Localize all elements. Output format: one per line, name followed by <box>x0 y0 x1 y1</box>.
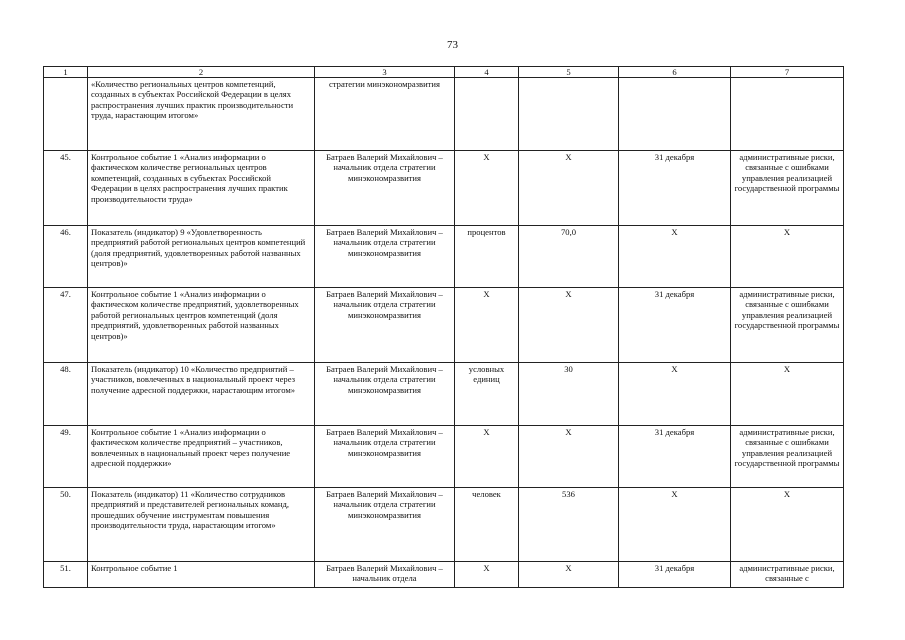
row-risk: административные риски, связанные с ошибками управления реализацией государственной программы <box>731 426 844 488</box>
table-row <box>44 226 844 288</box>
row-value: X <box>519 151 619 226</box>
table-row <box>44 288 844 363</box>
column-number-row <box>44 67 844 78</box>
row-risk: X <box>731 488 844 562</box>
row-unit: человек <box>455 488 519 562</box>
row-date: X <box>619 488 731 562</box>
table-row <box>44 151 844 226</box>
row-name: Показатель (индикатор) 9 «Удовлетворенность предприятий работой региональных центров компетенций (доля предприятий, удовлетворенных работой названных центров)» <box>88 226 315 288</box>
column-number: 1 <box>44 67 88 78</box>
row-unit <box>455 78 519 151</box>
row-name: «Количество региональных центров компетенций, созданных в субъектах Российской Федерации в целях распространения лучших практик производительности труда, нарастающим итогом» <box>88 78 315 151</box>
row-number: 48. <box>44 363 88 426</box>
row-responsible: стратегии минэкономразвития <box>315 78 455 151</box>
row-number: 51. <box>44 562 88 588</box>
row-unit: X <box>455 288 519 363</box>
row-date: 31 декабря <box>619 426 731 488</box>
row-number: 47. <box>44 288 88 363</box>
row-date: 31 декабря <box>619 151 731 226</box>
row-number: 46. <box>44 226 88 288</box>
indicators-table <box>43 66 844 588</box>
row-unit: X <box>455 151 519 226</box>
row-value: 536 <box>519 488 619 562</box>
row-number: 50. <box>44 488 88 562</box>
row-date <box>619 78 731 151</box>
page-number: 73 <box>447 39 458 51</box>
row-risk <box>731 78 844 151</box>
row-number <box>44 78 88 151</box>
row-responsible: Батраев Валерий Михайлович – начальник отдела стратегии минэкономразвития <box>315 288 455 363</box>
table-row <box>44 562 844 588</box>
row-value: 30 <box>519 363 619 426</box>
row-unit: условных единиц <box>455 363 519 426</box>
row-risk: административные риски, связанные с ошибками управления реализацией государственной программы <box>731 151 844 226</box>
column-number: 4 <box>455 67 519 78</box>
row-responsible: Батраев Валерий Михайлович – начальник отдела стратегии минэкономразвития <box>315 488 455 562</box>
row-name: Контрольное событие 1 «Анализ информации о фактическом количестве предприятий – участников, вовлеченных в национальный проект через получение адресной поддержки» <box>88 426 315 488</box>
column-number: 7 <box>731 67 844 78</box>
row-value: X <box>519 288 619 363</box>
column-number: 6 <box>619 67 731 78</box>
row-unit: X <box>455 426 519 488</box>
table-row <box>44 488 844 562</box>
row-name: Показатель (индикатор) 11 «Количество сотрудников предприятий и представителей региональных команд, прошедших обучение инструментам повышения производительности труда, нарастающим итогом» <box>88 488 315 562</box>
table-row <box>44 426 844 488</box>
row-risk: административные риски, связанные с <box>731 562 844 588</box>
row-name: Контрольное событие 1 «Анализ информации о фактическом количестве региональных центров компетенций, созданных в субъектах Российской Федерации в целях распространения лучших практик производительности труда» <box>88 151 315 226</box>
row-value <box>519 78 619 151</box>
table-row <box>44 78 844 151</box>
table-row <box>44 363 844 426</box>
column-number: 3 <box>315 67 455 78</box>
row-date: X <box>619 363 731 426</box>
row-risk: X <box>731 363 844 426</box>
row-name: Контрольное событие 1 <box>88 562 315 588</box>
row-date: 31 декабря <box>619 288 731 363</box>
column-number: 5 <box>519 67 619 78</box>
row-number: 49. <box>44 426 88 488</box>
row-responsible: Батраев Валерий Михайлович – начальник отдела стратегии минэкономразвития <box>315 151 455 226</box>
row-value: 70,0 <box>519 226 619 288</box>
row-number: 45. <box>44 151 88 226</box>
row-responsible: Батраев Валерий Михайлович – начальник отдела <box>315 562 455 588</box>
row-unit: процентов <box>455 226 519 288</box>
row-name: Контрольное событие 1 «Анализ информации о фактическом количестве предприятий, удовлетворенных работой региональных центров компетенций (доля предприятий, удовлетворенных работой названных центров)» <box>88 288 315 363</box>
row-responsible: Батраев Валерий Михайлович – начальник отдела стратегии минэкономразвития <box>315 226 455 288</box>
row-responsible: Батраев Валерий Михайлович – начальник отдела стратегии минэкономразвития <box>315 426 455 488</box>
row-risk: административные риски, связанные с ошибками управления реализацией государственной программы <box>731 288 844 363</box>
row-responsible: Батраев Валерий Михайлович – начальник отдела стратегии минэкономразвития <box>315 363 455 426</box>
row-name: Показатель (индикатор) 10 «Количество предприятий – участников, вовлеченных в национальный проект через получение адресной поддержки, нарастающим итогом» <box>88 363 315 426</box>
row-date: X <box>619 226 731 288</box>
row-value: X <box>519 426 619 488</box>
row-date: 31 декабря <box>619 562 731 588</box>
row-risk: X <box>731 226 844 288</box>
row-value: X <box>519 562 619 588</box>
column-number: 2 <box>88 67 315 78</box>
row-unit: X <box>455 562 519 588</box>
